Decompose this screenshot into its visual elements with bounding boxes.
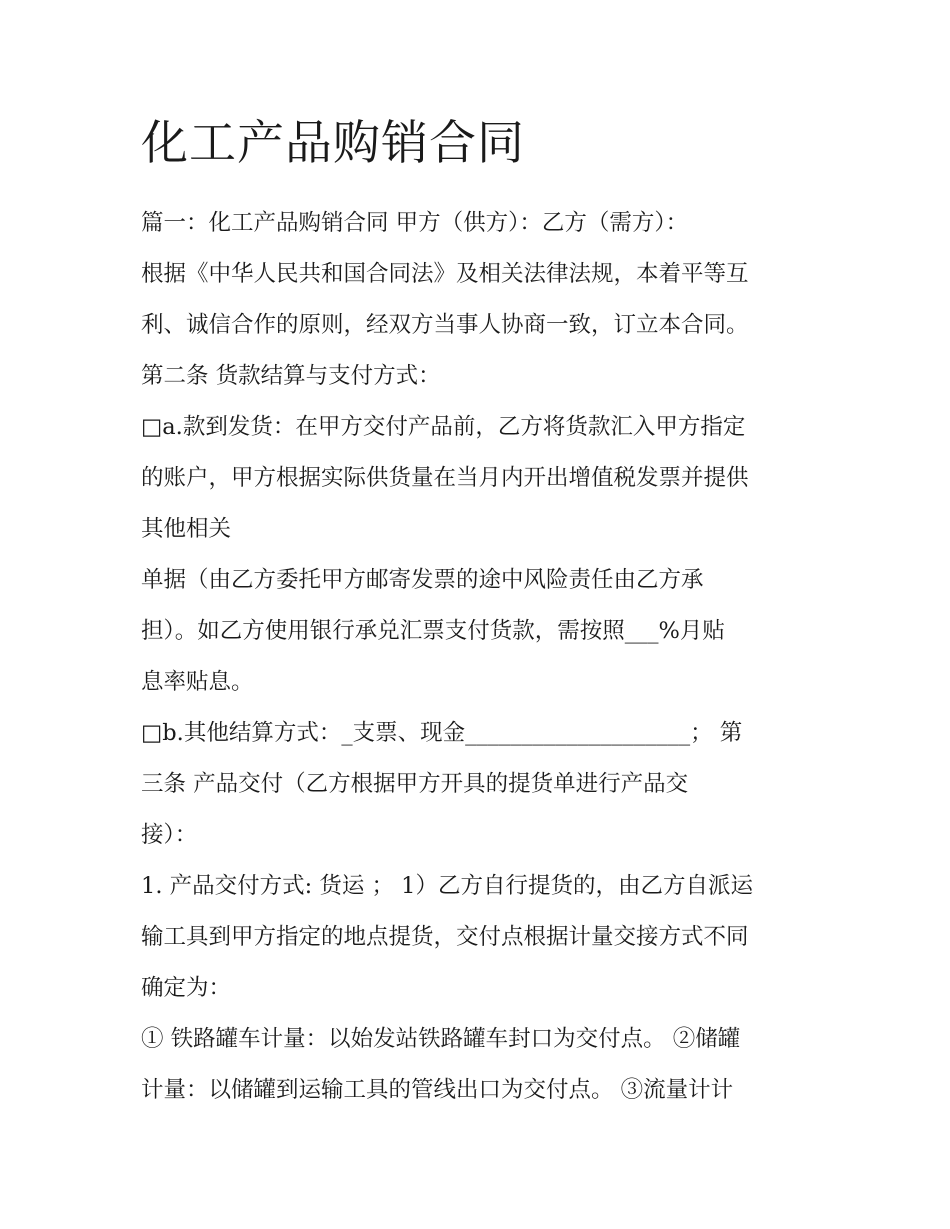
text-line: 单据（由乙方委托甲方邮寄发票的途中风险责任由乙方承 [141,567,704,593]
text-line: 根据《中华人民共和国合同法》及相关法律法规，本着平等互 [141,261,749,287]
text-line: 接）： [141,822,198,848]
document-title: 化工产品购销合同 [141,116,525,171]
text-line: 输工具到甲方指定的地点提货，交付点根据计量交接方式不同 [141,924,749,950]
text-line: 三条 产品交付（乙方根据甲方开具的提货单进行产品交 [141,771,689,797]
text-line: 的账户，甲方根据实际供货量在当月内开出增值税发票并提供 [141,465,749,491]
document-body [141,198,821,1116]
text-line: 计量：以储罐到运输工具的管线出口为交付点。 ③流量计计 [141,1077,734,1103]
text-line: 1. 产品交付方式: 货运 ； 1）乙方自行提货的，由乙方自派运 [141,873,753,899]
text-line: 息率贴息。 [141,669,254,695]
text-line: ① 铁路罐车计量：以始发站铁路罐车封口为交付点。 ②储罐 [141,1026,741,1052]
text-line: □b.其他结算方式：_支票、现金____________________； 第 [141,720,743,746]
text-line: 利、诚信合作的原则，经双方当事人协商一致，订立本合同。 [141,312,749,338]
text-line: 确定为： [141,975,232,1001]
text-line: 其他相关 [141,516,232,542]
text-line: 担）。如乙方使用银行承兑汇票支付货款，需按照___%月贴 [141,618,725,644]
text-line: □a.款到发货：在甲方交付产品前，乙方将货款汇入甲方指定 [141,414,746,440]
text-line: 篇一：化工产品购销合同 甲方（供方）：乙方（需方）： [141,210,689,236]
text-line: 第二条 货款结算与支付方式： [141,363,441,389]
